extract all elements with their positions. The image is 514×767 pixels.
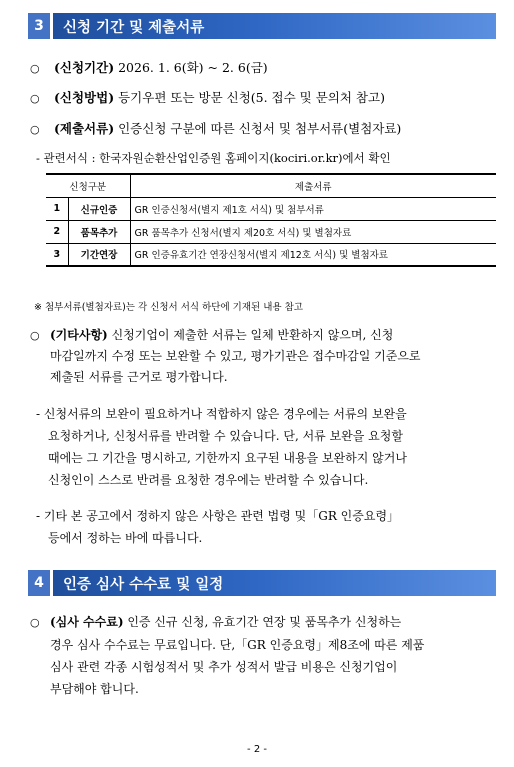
application-method bbox=[30, 90, 385, 107]
table-row bbox=[46, 197, 496, 220]
table-row bbox=[46, 243, 496, 266]
other-matters bbox=[30, 325, 500, 388]
etc-paragraph bbox=[36, 505, 498, 549]
section-number: 3 bbox=[28, 13, 50, 39]
item-text: 인증신청 구분에 따른 신청서 및 첨부서류(별첨자료) bbox=[118, 121, 402, 136]
circle-bullet-icon: ○ bbox=[30, 329, 40, 342]
row-category: 신규인증 bbox=[68, 197, 130, 220]
supplement-line-1: - 신청서류의 보완이 필요하거나 적합하지 않은 경우에는 서류의 보완을 bbox=[36, 407, 407, 421]
section-number: 4 bbox=[28, 570, 50, 596]
section-4-heading bbox=[28, 570, 496, 596]
supplement-line-2: 요청하거나, 신청서류를 반려할 수 있습니다. 단, 서류 보완을 요청할 bbox=[48, 429, 403, 443]
circle-bullet-icon: ○ bbox=[30, 123, 40, 136]
supplement-line-4: 신청인이 스스로 반려를 요청한 경우에는 반려할 수 있습니다. bbox=[48, 473, 369, 487]
row-documents: GR 품목추가 신청서(별지 제20호 서식) 및 별첨자료 bbox=[130, 220, 496, 243]
etc-line-1: - 기타 본 공고에서 정하지 않은 사항은 관련 법령 및「GR 인증요령」 bbox=[36, 509, 400, 523]
row-number: 2 bbox=[46, 220, 68, 243]
other-line-2: 마감일까지 수정 또는 보완할 수 있고, 평가기관은 접수마감일 기준으로 bbox=[50, 349, 421, 363]
supplement-line-3: 때에는 그 기간을 명시하고, 기한까지 요구된 내용을 보완하지 않거나 bbox=[48, 451, 407, 465]
item-tag: (신청방법) bbox=[53, 90, 115, 105]
table-header-category: 신청구분 bbox=[46, 174, 130, 197]
item-text: 2026. 1. 6(화) ~ 2. 6(금) bbox=[118, 60, 268, 75]
submission-documents bbox=[30, 121, 401, 138]
related-forms-note: - 관련서식 : 한국자원순환산업인증원 홈페이지(kociri.or.kr)에서 확인 bbox=[36, 151, 391, 165]
item-tag: (신청기간) bbox=[53, 60, 115, 75]
table-row bbox=[46, 220, 496, 243]
circle-bullet-icon: ○ bbox=[30, 62, 40, 75]
circle-bullet-icon: ○ bbox=[30, 616, 40, 629]
fee-line-1: 인증 신규 신청, 유효기간 연장 및 품목추가 신청하는 bbox=[127, 615, 402, 629]
fee-line-2: 경우 심사 수수료는 무료입니다. 단,「GR 인증요령」제8조에 따른 제품 bbox=[50, 638, 425, 652]
section-title: 인증 심사 수수료 및 일정 bbox=[53, 570, 496, 596]
item-tag: (제출서류) bbox=[53, 121, 115, 136]
row-documents: GR 인증유효기간 연장신청서(별지 제12호 서식) 및 별첨자료 bbox=[130, 243, 496, 266]
item-text: 등기우편 또는 방문 신청(5. 접수 및 문의처 참고) bbox=[118, 90, 385, 105]
page-number: - 2 - bbox=[247, 744, 267, 755]
etc-line-2: 등에서 정하는 바에 따릅니다. bbox=[48, 531, 203, 545]
item-tag: (심사 수수료) bbox=[50, 615, 124, 629]
circle-bullet-icon: ○ bbox=[30, 92, 40, 105]
table-footnote: ※ 첨부서류(별첨자료)는 각 신청서 서식 하단에 기재된 내용 참고 bbox=[34, 302, 303, 313]
application-period bbox=[30, 60, 268, 77]
row-documents: GR 인증신청서(별지 제1호 서식) 및 첨부서류 bbox=[130, 197, 496, 220]
table-header-documents: 제출서류 bbox=[130, 174, 496, 197]
other-line-1: 신청기업이 제출한 서류는 일체 반환하지 않으며, 신청 bbox=[111, 328, 394, 342]
other-line-3: 제출된 서류를 근거로 평가합니다. bbox=[50, 370, 228, 384]
row-number: 1 bbox=[46, 197, 68, 220]
row-category: 품목추가 bbox=[68, 220, 130, 243]
fee-line-4: 부담해야 합니다. bbox=[50, 682, 139, 696]
supplement-paragraph bbox=[36, 403, 498, 491]
section-3-heading bbox=[28, 13, 496, 39]
section-title: 신청 기간 및 제출서류 bbox=[53, 13, 496, 39]
fee-paragraph bbox=[30, 611, 500, 700]
fee-line-3: 심사 관련 각종 시험성적서 및 추가 성적서 발급 비용은 신청기업이 bbox=[50, 660, 398, 674]
row-category: 기간연장 bbox=[68, 243, 130, 266]
table-header-row bbox=[46, 174, 496, 197]
row-number: 3 bbox=[46, 243, 68, 266]
item-tag: (기타사항) bbox=[50, 328, 108, 342]
documents-table bbox=[46, 173, 496, 267]
